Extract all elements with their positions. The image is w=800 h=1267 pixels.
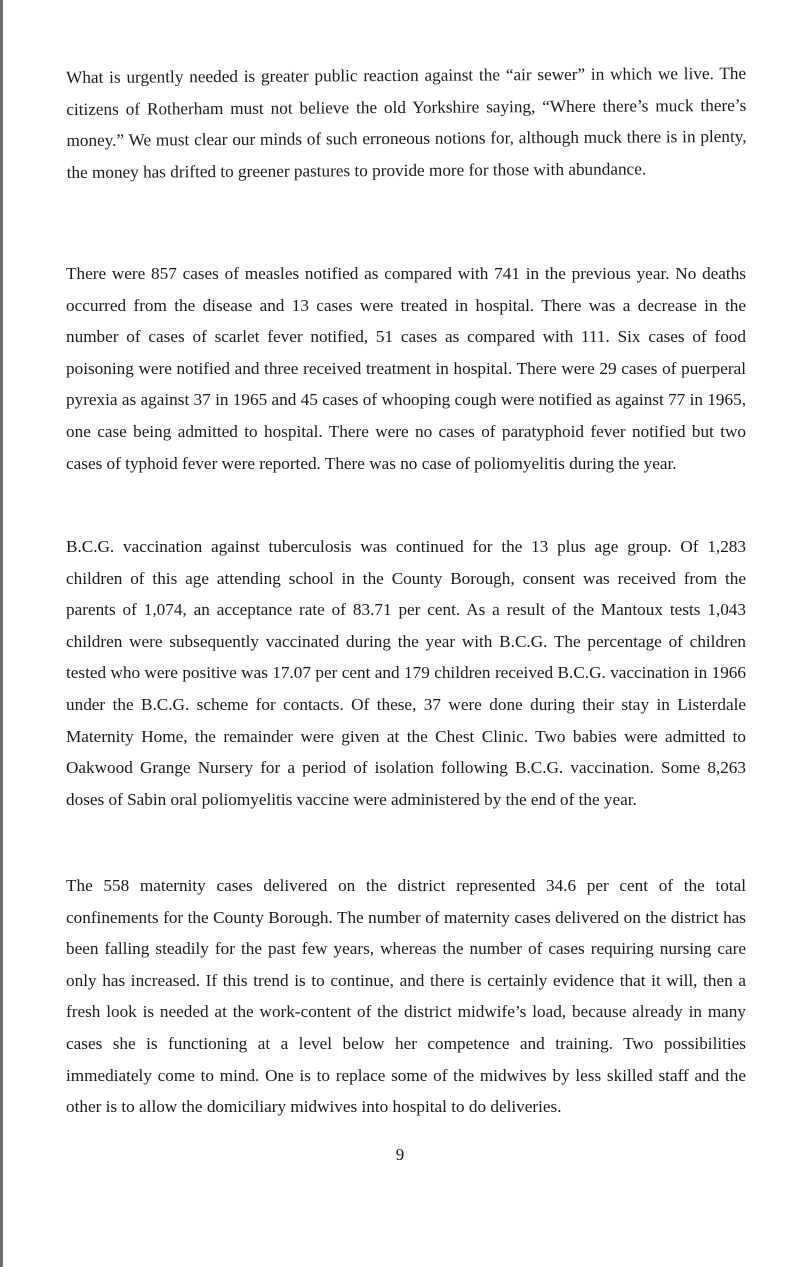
paragraph-maternity-cases: The 558 maternity cases delivered on the district represented 34.6 per cent of the total confinements for the County Borough. The number of maternity cases delivered on the district has been falling steadily for the past few years, whereas the number of cases requiring nursing care only has increased. If this trend is to continue, and there is certainly evidence that it will, then a fresh look is needed at the work-content of the district midwife’s load, because already in many cases she is functioning at a level below her competence and training. Two possibilities immediately come to mind. One is to replace some of the midwives by less skilled staff and the other is to allow the domiciliary midwives into hospital to do deliveries.	[66, 876, 746, 1117]
paragraph-infectious-diseases: There were 857 cases of measles notified as compared with 741 in the previous year. No deaths occurred from the disease and 13 cases were treated in hospital. There was a decrease in the number of cases of scarlet fever notified, 51 cases as compared with 111. Six cases of food poisoning were notified and three received treatment in hospital. There were 29 cases of puerperal pyrexia as against 37 in 1965 and 45 cases of whooping cough were notified as against 77 in 1965, one case being admitted to hospital. There were no cases of paratyphoid fever notified but two cases of typhoid fever were reported. There was no case of poliomyelitis during the year.	[66, 264, 746, 473]
paragraph-bcg-vaccination: B.C.G. vaccination against tuberculosis was continued for the 13 plus age group. Of 1,283 children of this age attending school in the County Borough, consent was received from the parents of 1,074, an acceptance rate of 83.71 per cent. As a result of the Mantoux tests 1,043 children were subsequently vaccinated during the year with B.C.G. The percentage of children tested who were positive was 17.07 per cent and 179 children received B.C.G. vaccination in 1966 under the B.C.G. scheme for contacts. Of these, 37 were done during their stay in Listerdale Maternity Home, the remainder were given at the Chest Clinic. Two babies were admitted to Oakwood Grange Nursery for a period of isolation following B.C.G. vaccination. Some 8,263 doses of Sabin oral poliomyelitis vaccine were administered by the end of the year.	[66, 537, 746, 809]
page-number: 9	[395, 1145, 405, 1164]
paragraph-air-sewer: What is urgently needed is greater public reaction against the “air sewer” in which we live. The citizens of Rotherham must not believe the old Yorkshire saying, “Where there’s muck there’s money.” We must clear our minds of such erroneous notions for, although muck there is in plenty, the money has drifted to greener pastures to provide more for those with abundance.	[66, 63, 747, 182]
